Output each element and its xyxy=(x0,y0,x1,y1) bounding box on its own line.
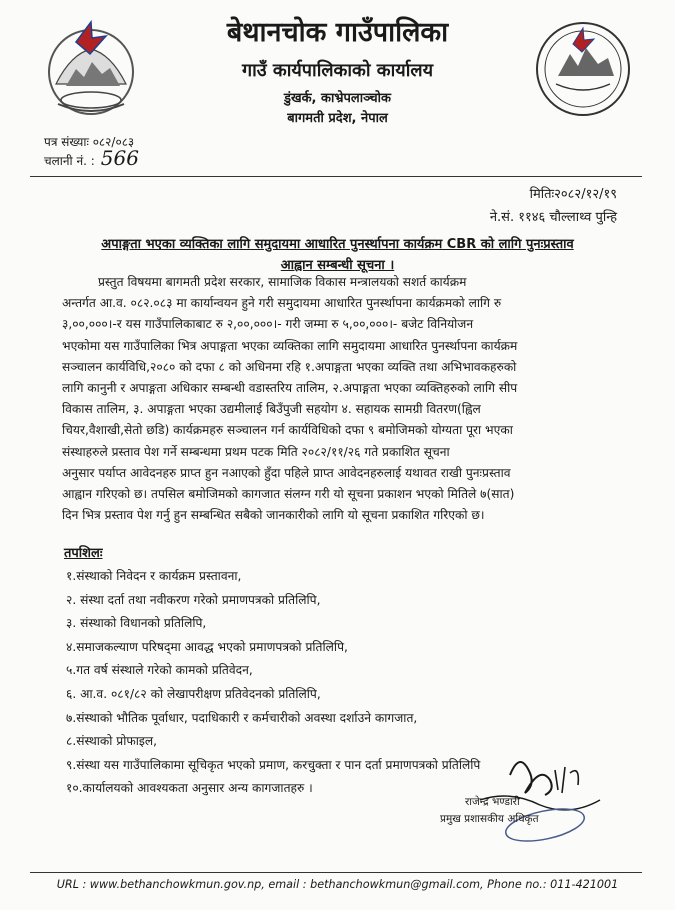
list-item: १०.कार्यालयको आवश्यकता अनुसार अन्य कागजातहरु । xyxy=(66,781,313,796)
signatory-name: राजेन्द्र भण्डारी xyxy=(465,796,520,808)
body-line: दिन भित्र प्रस्ताव पेश गर्नु हुन सम्बन्धित सबैको जानकारीको लागि यो सूचना प्रकाशित गरिएको छ। xyxy=(62,508,485,523)
municipality-title: बेथानचोक गाउँपालिका xyxy=(226,17,449,48)
body-line: भएकोमा यस गाउँपालिका भित्र अपाङ्गता भएका व्यक्तिका लागि समुदायमा आधारित पुनर्स्थापना कार्यक्रम xyxy=(62,338,518,353)
office-subtitle: गाउँ कार्यपालिकाको कार्यालय xyxy=(241,60,434,81)
notice-subject xyxy=(50,234,625,276)
body-line: प्रस्तुत विषयमा बागमती प्रदेश सरकार, सामाजिक विकास मन्त्रालयको सशर्त कार्यक्रम xyxy=(98,275,467,289)
attachments-heading: तपशिलः xyxy=(64,546,103,561)
dispatch-number-handwritten: 566 xyxy=(100,146,139,170)
list-item: ७.संस्थाको भौतिक पूर्वाधार, पदाधिकारी र कर्मचारीको अवस्था दर्शाउने कागजात, xyxy=(66,710,418,725)
date-nepal-sambat: ने.सं. ११४६ चौल्लाथ्व पुन्हि xyxy=(489,210,617,225)
list-item: ३. संस्थाको विधानको प्रतिलिपि, xyxy=(66,616,207,631)
body-line: चियर,वैशाखी,सेतो छडि) कार्यक्रमहरु सञ्चालन गर्न कार्यविधिको दफा ९ बमोजिमको योग्यता पूरा भएका xyxy=(62,423,513,438)
body-line: ३,००,०००।-र यस गाउँपालिकाबाट रु २,००,०००।- गरी जम्मा रु ५,००,०००।- बजेट विनियोजन xyxy=(62,317,474,332)
letter-number: पत्र संख्याः ०८२/०८३ xyxy=(44,135,135,149)
dispatch-number-row xyxy=(44,146,139,170)
subject-line-2: आह्वान सम्बन्धी सूचना । xyxy=(280,258,395,273)
body-line: संस्थाहरुले प्रस्ताव पेश गर्ने सम्बन्धमा प्रथम पटक मिति २०८२/११/२६ गते प्रकाशित सूचना xyxy=(62,444,450,459)
list-item: ६. आ.व. ०८१/८२ को लेखापरीक्षण प्रतिवेदनको प्रतिलिपि, xyxy=(66,686,321,701)
list-item: ४.समाजकल्याण परिषद्‌मा आवद्ध भएको प्रमाणपत्रको प्रतिलिपि, xyxy=(66,639,348,654)
list-item: ८.संस्थाको प्रोफाइल, xyxy=(66,734,158,749)
body-line: सञ्चालन कार्यविधि,२०८० को दफा ८ को अधिनमा रहि १.अपाङ्गता भएका व्यक्ति तथा अभिभावकहरुको xyxy=(62,359,517,374)
body-line: विकास तालिम, ३. अपाङ्गता भएका उद्यमीलाई बिउँपुजी सहयोग ४. सहायक सामग्री वितरण(ह्विल xyxy=(62,402,481,417)
list-item: ९.संस्था यस गाउँपालिकामा सूचिकृत भएको प्रमाण, करचुक्ता र पान दर्ता प्रमाणपत्रको प्रतिलिपि xyxy=(66,757,481,772)
contact-footer: URL : www.bethanchowkmun.gov.np, email : bethanchowkmun@gmail.com, Phone no.: 011-421001 xyxy=(56,878,619,891)
list-item: २. संस्था दर्ता तथा नवीकरण गरेको प्रमाणपत्रको प्रतिलिपि, xyxy=(66,592,321,607)
list-item: १.संस्थाको निवेदन र कार्यक्रम प्रस्तावना, xyxy=(66,569,242,583)
footer-divider xyxy=(30,872,642,873)
address-line-1: डुंखर्क, काभ्रेपलाञ्चोक xyxy=(283,91,392,106)
date-bs: मितिः२०८२/१२/१९ xyxy=(529,187,617,202)
list-item: ५.गत वर्ष संस्थाले गरेको कामको प्रतिवेदन, xyxy=(66,663,253,678)
address-line-2: बागमती प्रदेश, नेपाल xyxy=(287,111,388,126)
signatory-designation: प्रमुख प्रशासकीय अधिकृत xyxy=(440,813,539,825)
body-line: लागि कानुनी र अपाङ्गता अधिकार सम्बन्धी वडास्तरिय तालिम, २.अपाङ्गता भएका व्यक्तिहरुको लागि सीप xyxy=(62,381,518,396)
body-line: आह्वान गरिएको छ। तपसिल बमोजिमको कागजात संलग्न गरी यो सूचना प्रकाशन भएको मितिले ७(सात) xyxy=(62,487,515,502)
dispatch-number-label: चलानी नं. : xyxy=(44,154,95,168)
subject-line-1: अपाङ्गता भएका व्यक्तिका लागि समुदायमा आधारित पुनर्स्थापना कार्यक्रम CBR को लागि पुनःप्रस्ताव xyxy=(101,237,574,252)
body-line: अनुसार पर्याप्त आवेदनहरु प्राप्त हुन नआएको हुँदा पहिले प्राप्त आवेदनहरुलाई यथावत राखी पुनःप्रस्ताव xyxy=(62,465,511,480)
body-line: अन्तर्गत आ.व. ०८२.०८३ मा कार्यान्वयन हुने गरी समुदायमा आधारित पुनर्स्थापना कार्यक्रमको लागि रु xyxy=(62,296,502,311)
attachments-list xyxy=(66,565,480,801)
header-divider xyxy=(30,176,642,177)
municipality-logo-right-icon xyxy=(528,14,638,124)
notice-body xyxy=(62,272,632,526)
